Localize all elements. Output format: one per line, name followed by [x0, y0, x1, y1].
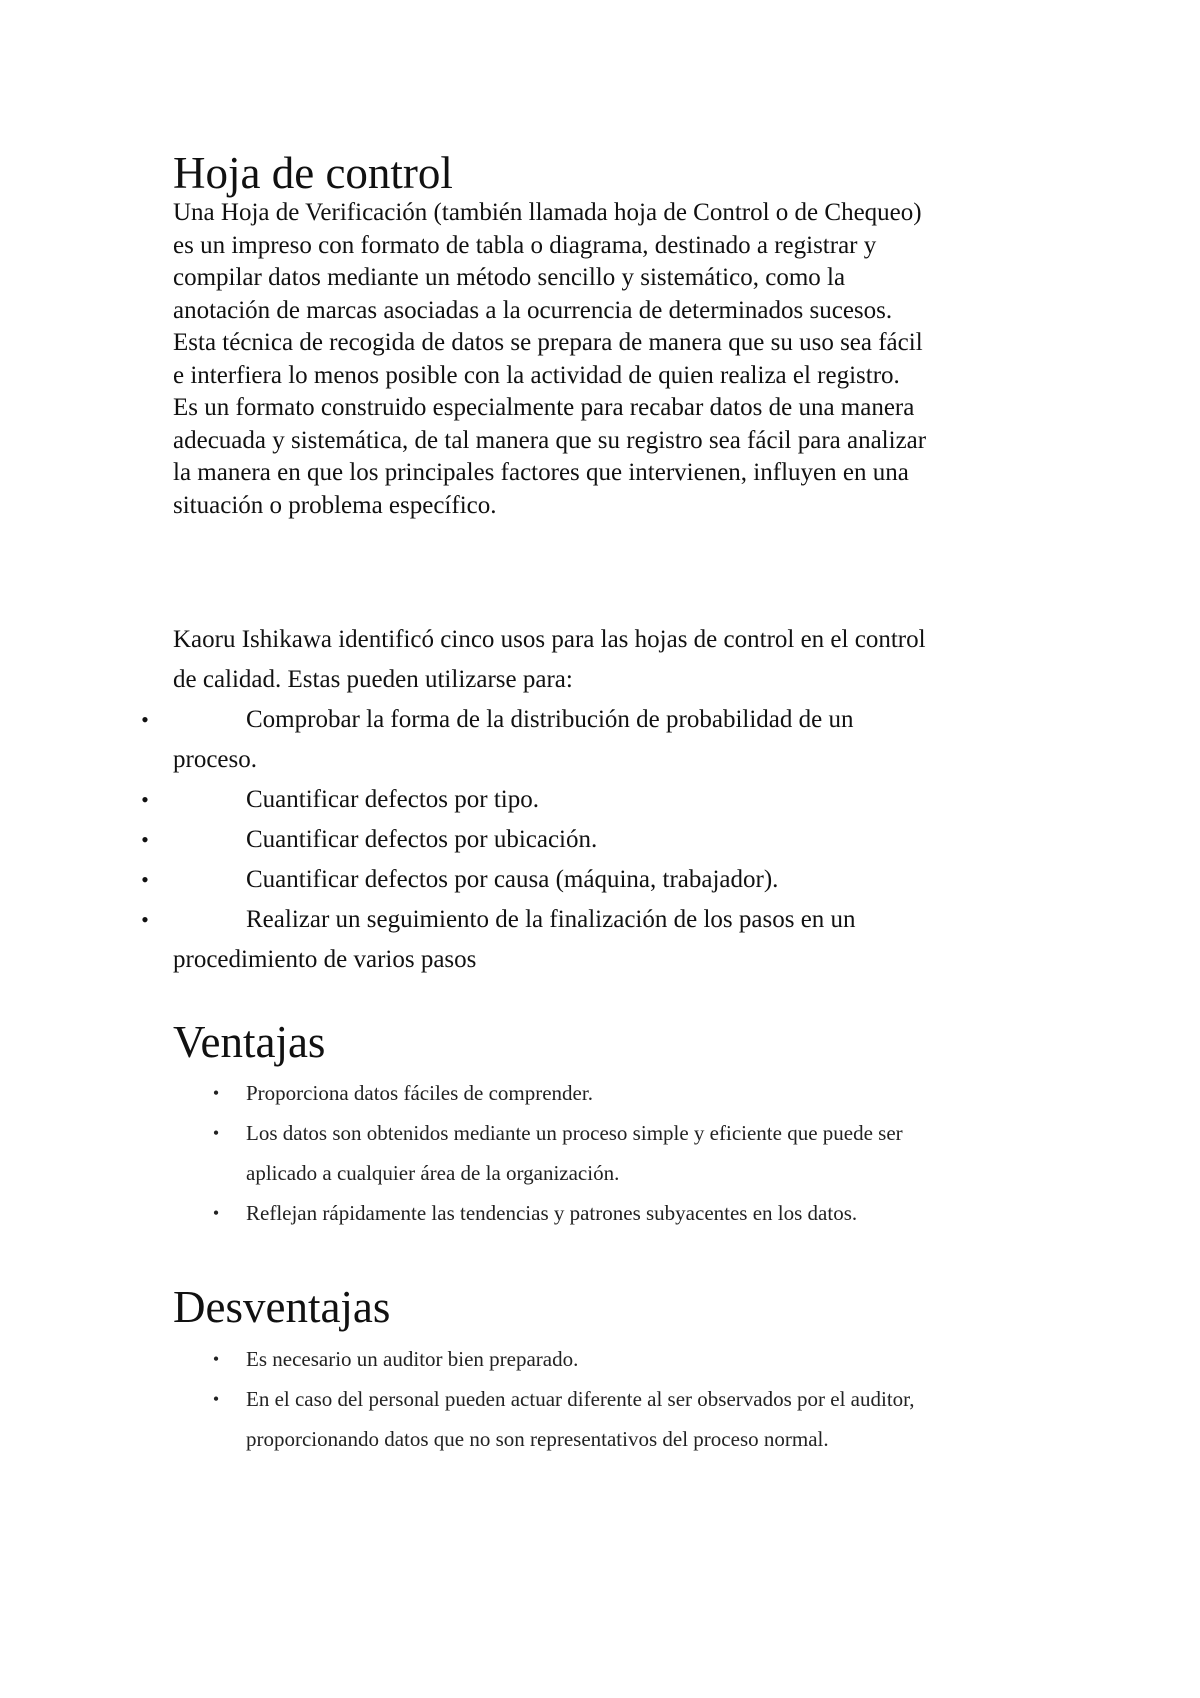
desventajas-heading: Desventajas — [173, 1282, 391, 1332]
intro-line: Esta técnica de recogida de datos se prepara de manera que su uso sea fácil — [173, 329, 923, 356]
list-item-text: proporcionando datos que no son representativos del proceso normal. — [246, 1427, 829, 1451]
bullet-icon: • — [141, 827, 149, 852]
intro-line: anotación de marcas asociadas a la ocurrencia de determinados sucesos. — [173, 296, 893, 324]
bullet-icon: • — [212, 1123, 220, 1143]
ishikawa-line: Kaoru Ishikawa identificó cinco usos para las hojas de control en el control — [173, 626, 926, 653]
list-item-continuation — [0, 1419, 1100, 1459]
list-item-text: En el caso del personal pueden actuar diferente al ser observados por el auditor, — [246, 1387, 915, 1411]
list-item-text: aplicado a cualquier área de la organización. — [246, 1161, 620, 1185]
list-item — [0, 700, 1100, 740]
list-item — [0, 1113, 1100, 1153]
list-item-continuation — [0, 1153, 1100, 1193]
list-item-text: procedimiento de varios pasos — [173, 946, 477, 973]
list-item-text: Proporciona datos fáciles de comprender. — [246, 1081, 593, 1105]
ishikawa-line: de calidad. Estas pueden utilizarse para: — [173, 666, 573, 693]
list-item — [0, 1379, 1100, 1419]
page-title: Hoja de control — [173, 148, 453, 198]
bullet-icon: • — [141, 867, 149, 892]
desventajas-list — [0, 1339, 1100, 1459]
intro-line: es un impreso con formato de tabla o diagrama, destinado a registrar y — [173, 231, 877, 259]
list-item-text: Cuantificar defectos por causa (máquina, trabajador). — [246, 866, 779, 893]
intro-paragraph — [173, 197, 1073, 522]
list-item-text: proceso. — [173, 746, 257, 773]
list-item — [0, 780, 1100, 820]
intro-line: la manera en que los principales factores que intervienen, influyen en una — [173, 459, 909, 486]
intro-line: e interfiera lo menos posible con la actividad de quien realiza el registro. — [173, 361, 900, 389]
list-item-text: Realizar un seguimiento de la finalización de los pasos en un — [246, 906, 856, 933]
intro-line: compilar datos mediante un método sencillo y sistemático, como la — [173, 264, 846, 291]
intro-line: Es un formato construido especialmente para recabar datos de una manera — [173, 394, 915, 421]
bullet-icon: • — [212, 1083, 220, 1103]
list-item-text: Comprobar la forma de la distribución de probabilidad de un — [246, 706, 854, 733]
list-item — [0, 1339, 1100, 1379]
bullet-icon: • — [212, 1203, 220, 1223]
bullet-icon: • — [212, 1349, 220, 1369]
list-item-text: Los datos son obtenidos mediante un proceso simple y eficiente que puede ser — [246, 1121, 903, 1145]
ishikawa-paragraph — [173, 620, 1073, 700]
bullet-icon: • — [141, 707, 149, 732]
intro-line: Una Hoja de Verificación (también llamada hoja de Control o de Chequeo) — [173, 199, 922, 226]
bullet-icon: • — [141, 787, 149, 812]
uses-list — [0, 700, 1100, 980]
list-item — [0, 1193, 1100, 1233]
list-item-text: Es necesario un auditor bien preparado. — [246, 1347, 579, 1371]
list-item-continuation — [0, 940, 1100, 980]
ventajas-list — [0, 1073, 1100, 1233]
intro-line: adecuada y sistemática, de tal manera que su registro sea fácil para analizar — [173, 426, 927, 454]
intro-line: situación o problema específico. — [173, 491, 497, 519]
bullet-icon: • — [212, 1389, 220, 1409]
list-item-continuation — [0, 740, 1100, 780]
list-item — [0, 900, 1100, 940]
list-item — [0, 820, 1100, 860]
bullet-icon: • — [141, 907, 149, 932]
ventajas-heading: Ventajas — [173, 1017, 326, 1067]
list-item-text: Cuantificar defectos por ubicación. — [246, 826, 598, 853]
list-item-text: Reflejan rápidamente las tendencias y patrones subyacentes en los datos. — [246, 1201, 858, 1225]
list-item-text: Cuantificar defectos por tipo. — [246, 786, 539, 813]
list-item — [0, 860, 1100, 900]
list-item — [0, 1073, 1100, 1113]
